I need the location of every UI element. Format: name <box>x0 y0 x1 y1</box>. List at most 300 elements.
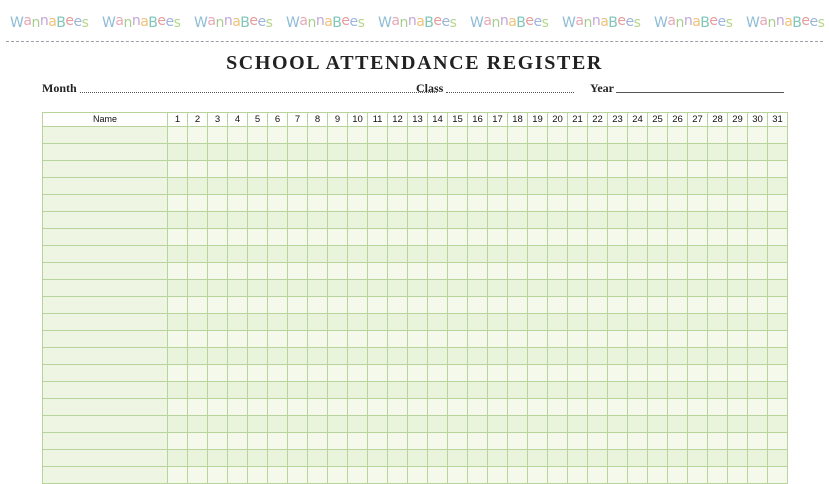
attendance-cell[interactable] <box>768 212 788 229</box>
attendance-cell[interactable] <box>728 178 748 195</box>
attendance-cell[interactable] <box>168 467 188 484</box>
attendance-cell[interactable] <box>408 348 428 365</box>
attendance-cell[interactable] <box>708 263 728 280</box>
attendance-cell[interactable] <box>548 280 568 297</box>
attendance-cell[interactable] <box>508 263 528 280</box>
attendance-cell[interactable] <box>408 399 428 416</box>
attendance-cell[interactable] <box>668 178 688 195</box>
attendance-cell[interactable] <box>468 314 488 331</box>
attendance-cell[interactable] <box>348 382 368 399</box>
attendance-cell[interactable] <box>268 314 288 331</box>
attendance-cell[interactable] <box>408 365 428 382</box>
attendance-cell[interactable] <box>448 263 468 280</box>
attendance-cell[interactable] <box>608 246 628 263</box>
attendance-cell[interactable] <box>308 331 328 348</box>
attendance-cell[interactable] <box>428 280 448 297</box>
attendance-cell[interactable] <box>508 280 528 297</box>
attendance-cell[interactable] <box>628 144 648 161</box>
attendance-cell[interactable] <box>308 127 328 144</box>
attendance-cell[interactable] <box>588 416 608 433</box>
attendance-cell[interactable] <box>748 127 768 144</box>
attendance-cell[interactable] <box>568 127 588 144</box>
attendance-cell[interactable] <box>648 365 668 382</box>
attendance-cell[interactable] <box>228 161 248 178</box>
attendance-cell[interactable] <box>428 314 448 331</box>
attendance-cell[interactable] <box>768 416 788 433</box>
attendance-cell[interactable] <box>328 161 348 178</box>
attendance-cell[interactable] <box>688 450 708 467</box>
attendance-cell[interactable] <box>288 450 308 467</box>
attendance-cell[interactable] <box>548 365 568 382</box>
attendance-cell[interactable] <box>488 467 508 484</box>
attendance-cell[interactable] <box>528 331 548 348</box>
attendance-cell[interactable] <box>308 246 328 263</box>
attendance-cell[interactable] <box>608 212 628 229</box>
attendance-cell[interactable] <box>628 229 648 246</box>
attendance-cell[interactable] <box>408 263 428 280</box>
attendance-cell[interactable] <box>388 229 408 246</box>
attendance-cell[interactable] <box>508 195 528 212</box>
attendance-cell[interactable] <box>328 382 348 399</box>
attendance-cell[interactable] <box>608 229 628 246</box>
attendance-cell[interactable] <box>748 280 768 297</box>
attendance-cell[interactable] <box>748 297 768 314</box>
attendance-cell[interactable] <box>168 365 188 382</box>
attendance-cell[interactable] <box>208 348 228 365</box>
attendance-cell[interactable] <box>548 467 568 484</box>
attendance-cell[interactable] <box>688 314 708 331</box>
attendance-cell[interactable] <box>508 127 528 144</box>
attendance-cell[interactable] <box>708 450 728 467</box>
attendance-cell[interactable] <box>488 246 508 263</box>
attendance-cell[interactable] <box>628 178 648 195</box>
attendance-cell[interactable] <box>368 280 388 297</box>
attendance-cell[interactable] <box>308 280 328 297</box>
attendance-cell[interactable] <box>268 127 288 144</box>
attendance-cell[interactable] <box>648 450 668 467</box>
attendance-cell[interactable] <box>628 127 648 144</box>
attendance-cell[interactable] <box>728 246 748 263</box>
attendance-cell[interactable] <box>268 161 288 178</box>
attendance-cell[interactable] <box>588 399 608 416</box>
attendance-cell[interactable] <box>668 263 688 280</box>
attendance-cell[interactable] <box>668 280 688 297</box>
attendance-cell[interactable] <box>648 229 668 246</box>
attendance-cell[interactable] <box>688 365 708 382</box>
attendance-cell[interactable] <box>228 297 248 314</box>
attendance-cell[interactable] <box>188 161 208 178</box>
attendance-cell[interactable] <box>708 280 728 297</box>
attendance-cell[interactable] <box>268 365 288 382</box>
attendance-cell[interactable] <box>608 314 628 331</box>
attendance-cell[interactable] <box>608 161 628 178</box>
attendance-cell[interactable] <box>488 161 508 178</box>
attendance-cell[interactable] <box>208 416 228 433</box>
attendance-cell[interactable] <box>248 365 268 382</box>
attendance-cell[interactable] <box>728 467 748 484</box>
attendance-cell[interactable] <box>608 263 628 280</box>
attendance-cell[interactable] <box>328 331 348 348</box>
attendance-cell[interactable] <box>528 450 548 467</box>
attendance-cell[interactable] <box>428 382 448 399</box>
attendance-cell[interactable] <box>468 365 488 382</box>
attendance-cell[interactable] <box>588 263 608 280</box>
attendance-cell[interactable] <box>448 195 468 212</box>
attendance-cell[interactable] <box>228 127 248 144</box>
attendance-cell[interactable] <box>648 416 668 433</box>
attendance-cell[interactable] <box>608 297 628 314</box>
attendance-cell[interactable] <box>528 314 548 331</box>
attendance-cell[interactable] <box>648 467 668 484</box>
attendance-cell[interactable] <box>548 144 568 161</box>
attendance-cell[interactable] <box>628 161 648 178</box>
student-name-cell[interactable] <box>43 280 168 297</box>
attendance-cell[interactable] <box>508 178 528 195</box>
attendance-cell[interactable] <box>228 382 248 399</box>
attendance-cell[interactable] <box>228 365 248 382</box>
attendance-cell[interactable] <box>188 450 208 467</box>
attendance-cell[interactable] <box>488 178 508 195</box>
attendance-cell[interactable] <box>388 280 408 297</box>
attendance-cell[interactable] <box>668 433 688 450</box>
attendance-cell[interactable] <box>168 246 188 263</box>
attendance-cell[interactable] <box>268 467 288 484</box>
attendance-cell[interactable] <box>508 144 528 161</box>
attendance-cell[interactable] <box>388 382 408 399</box>
attendance-cell[interactable] <box>768 229 788 246</box>
student-name-cell[interactable] <box>43 416 168 433</box>
student-name-cell[interactable] <box>43 467 168 484</box>
attendance-cell[interactable] <box>608 178 628 195</box>
attendance-cell[interactable] <box>328 127 348 144</box>
attendance-cell[interactable] <box>228 229 248 246</box>
attendance-cell[interactable] <box>688 280 708 297</box>
attendance-cell[interactable] <box>708 297 728 314</box>
student-name-cell[interactable] <box>43 365 168 382</box>
attendance-cell[interactable] <box>508 212 528 229</box>
attendance-cell[interactable] <box>768 246 788 263</box>
attendance-cell[interactable] <box>628 331 648 348</box>
attendance-cell[interactable] <box>568 246 588 263</box>
attendance-cell[interactable] <box>528 399 548 416</box>
attendance-cell[interactable] <box>688 467 708 484</box>
student-name-cell[interactable] <box>43 297 168 314</box>
attendance-cell[interactable] <box>188 127 208 144</box>
attendance-cell[interactable] <box>328 195 348 212</box>
attendance-cell[interactable] <box>228 399 248 416</box>
attendance-cell[interactable] <box>708 348 728 365</box>
attendance-cell[interactable] <box>468 161 488 178</box>
attendance-cell[interactable] <box>468 297 488 314</box>
attendance-cell[interactable] <box>368 450 388 467</box>
attendance-cell[interactable] <box>168 433 188 450</box>
attendance-cell[interactable] <box>208 314 228 331</box>
attendance-cell[interactable] <box>468 144 488 161</box>
attendance-cell[interactable] <box>508 297 528 314</box>
attendance-cell[interactable] <box>608 433 628 450</box>
attendance-cell[interactable] <box>728 263 748 280</box>
attendance-cell[interactable] <box>368 331 388 348</box>
attendance-cell[interactable] <box>288 246 308 263</box>
attendance-cell[interactable] <box>168 297 188 314</box>
attendance-cell[interactable] <box>188 297 208 314</box>
attendance-cell[interactable] <box>708 195 728 212</box>
attendance-cell[interactable] <box>248 314 268 331</box>
attendance-cell[interactable] <box>468 416 488 433</box>
attendance-cell[interactable] <box>348 246 368 263</box>
attendance-cell[interactable] <box>248 348 268 365</box>
attendance-cell[interactable] <box>328 212 348 229</box>
attendance-cell[interactable] <box>368 382 388 399</box>
attendance-cell[interactable] <box>708 246 728 263</box>
attendance-cell[interactable] <box>748 348 768 365</box>
attendance-cell[interactable] <box>428 348 448 365</box>
attendance-cell[interactable] <box>468 195 488 212</box>
attendance-cell[interactable] <box>168 178 188 195</box>
attendance-cell[interactable] <box>768 297 788 314</box>
attendance-cell[interactable] <box>488 314 508 331</box>
attendance-cell[interactable] <box>468 382 488 399</box>
attendance-cell[interactable] <box>688 399 708 416</box>
attendance-cell[interactable] <box>388 433 408 450</box>
attendance-cell[interactable] <box>668 195 688 212</box>
attendance-cell[interactable] <box>508 365 528 382</box>
attendance-cell[interactable] <box>768 331 788 348</box>
attendance-cell[interactable] <box>648 178 668 195</box>
attendance-cell[interactable] <box>688 144 708 161</box>
attendance-cell[interactable] <box>628 212 648 229</box>
attendance-cell[interactable] <box>728 331 748 348</box>
attendance-cell[interactable] <box>448 246 468 263</box>
attendance-cell[interactable] <box>248 450 268 467</box>
attendance-cell[interactable] <box>308 433 328 450</box>
attendance-cell[interactable] <box>728 365 748 382</box>
attendance-cell[interactable] <box>308 399 328 416</box>
attendance-cell[interactable] <box>208 297 228 314</box>
attendance-cell[interactable] <box>448 416 468 433</box>
attendance-cell[interactable] <box>448 144 468 161</box>
student-name-cell[interactable] <box>43 212 168 229</box>
attendance-cell[interactable] <box>408 416 428 433</box>
attendance-cell[interactable] <box>368 314 388 331</box>
attendance-cell[interactable] <box>208 382 228 399</box>
attendance-cell[interactable] <box>268 229 288 246</box>
attendance-cell[interactable] <box>248 416 268 433</box>
attendance-cell[interactable] <box>208 178 228 195</box>
attendance-cell[interactable] <box>728 297 748 314</box>
attendance-cell[interactable] <box>188 212 208 229</box>
attendance-cell[interactable] <box>568 229 588 246</box>
attendance-cell[interactable] <box>568 348 588 365</box>
attendance-cell[interactable] <box>348 467 368 484</box>
attendance-cell[interactable] <box>728 161 748 178</box>
attendance-cell[interactable] <box>328 263 348 280</box>
attendance-cell[interactable] <box>648 399 668 416</box>
attendance-cell[interactable] <box>628 433 648 450</box>
attendance-cell[interactable] <box>428 331 448 348</box>
attendance-cell[interactable] <box>728 314 748 331</box>
attendance-cell[interactable] <box>468 263 488 280</box>
attendance-cell[interactable] <box>188 144 208 161</box>
attendance-cell[interactable] <box>328 365 348 382</box>
attendance-cell[interactable] <box>228 433 248 450</box>
attendance-cell[interactable] <box>568 467 588 484</box>
attendance-cell[interactable] <box>628 314 648 331</box>
attendance-cell[interactable] <box>408 280 428 297</box>
attendance-cell[interactable] <box>508 416 528 433</box>
attendance-cell[interactable] <box>368 161 388 178</box>
attendance-cell[interactable] <box>488 280 508 297</box>
attendance-cell[interactable] <box>288 416 308 433</box>
attendance-cell[interactable] <box>308 263 328 280</box>
attendance-cell[interactable] <box>428 467 448 484</box>
attendance-cell[interactable] <box>608 399 628 416</box>
attendance-cell[interactable] <box>428 127 448 144</box>
attendance-cell[interactable] <box>588 195 608 212</box>
attendance-cell[interactable] <box>568 280 588 297</box>
attendance-cell[interactable] <box>708 161 728 178</box>
attendance-cell[interactable] <box>348 450 368 467</box>
attendance-cell[interactable] <box>268 416 288 433</box>
attendance-cell[interactable] <box>548 348 568 365</box>
attendance-cell[interactable] <box>568 161 588 178</box>
attendance-cell[interactable] <box>688 161 708 178</box>
attendance-cell[interactable] <box>748 314 768 331</box>
attendance-cell[interactable] <box>628 195 648 212</box>
attendance-cell[interactable] <box>648 195 668 212</box>
attendance-cell[interactable] <box>748 365 768 382</box>
attendance-cell[interactable] <box>508 348 528 365</box>
attendance-cell[interactable] <box>208 331 228 348</box>
student-name-cell[interactable] <box>43 263 168 280</box>
attendance-cell[interactable] <box>648 280 668 297</box>
student-name-cell[interactable] <box>43 127 168 144</box>
attendance-cell[interactable] <box>628 348 648 365</box>
attendance-cell[interactable] <box>528 348 548 365</box>
attendance-cell[interactable] <box>468 280 488 297</box>
attendance-cell[interactable] <box>688 246 708 263</box>
attendance-cell[interactable] <box>668 127 688 144</box>
attendance-cell[interactable] <box>688 195 708 212</box>
attendance-cell[interactable] <box>488 399 508 416</box>
attendance-cell[interactable] <box>428 365 448 382</box>
attendance-cell[interactable] <box>748 161 768 178</box>
attendance-cell[interactable] <box>588 450 608 467</box>
attendance-cell[interactable] <box>688 127 708 144</box>
attendance-cell[interactable] <box>288 399 308 416</box>
attendance-cell[interactable] <box>248 297 268 314</box>
attendance-cell[interactable] <box>568 263 588 280</box>
attendance-cell[interactable] <box>248 127 268 144</box>
attendance-cell[interactable] <box>588 280 608 297</box>
attendance-cell[interactable] <box>428 144 448 161</box>
attendance-cell[interactable] <box>488 127 508 144</box>
attendance-cell[interactable] <box>768 467 788 484</box>
attendance-cell[interactable] <box>408 178 428 195</box>
attendance-cell[interactable] <box>628 246 648 263</box>
attendance-cell[interactable] <box>508 467 528 484</box>
attendance-cell[interactable] <box>228 178 248 195</box>
attendance-cell[interactable] <box>728 127 748 144</box>
attendance-cell[interactable] <box>528 144 548 161</box>
attendance-cell[interactable] <box>168 416 188 433</box>
attendance-cell[interactable] <box>588 467 608 484</box>
attendance-cell[interactable] <box>588 178 608 195</box>
attendance-cell[interactable] <box>468 450 488 467</box>
attendance-cell[interactable] <box>448 399 468 416</box>
attendance-cell[interactable] <box>208 365 228 382</box>
attendance-cell[interactable] <box>648 263 668 280</box>
attendance-cell[interactable] <box>568 314 588 331</box>
attendance-cell[interactable] <box>208 246 228 263</box>
attendance-cell[interactable] <box>368 127 388 144</box>
attendance-cell[interactable] <box>648 331 668 348</box>
attendance-cell[interactable] <box>528 246 548 263</box>
attendance-cell[interactable] <box>428 297 448 314</box>
attendance-cell[interactable] <box>168 161 188 178</box>
attendance-cell[interactable] <box>748 229 768 246</box>
attendance-cell[interactable] <box>168 127 188 144</box>
attendance-cell[interactable] <box>508 399 528 416</box>
attendance-cell[interactable] <box>588 229 608 246</box>
attendance-cell[interactable] <box>648 314 668 331</box>
attendance-cell[interactable] <box>708 314 728 331</box>
attendance-cell[interactable] <box>348 161 368 178</box>
attendance-cell[interactable] <box>768 161 788 178</box>
attendance-cell[interactable] <box>728 229 748 246</box>
attendance-cell[interactable] <box>748 195 768 212</box>
attendance-cell[interactable] <box>668 348 688 365</box>
attendance-cell[interactable] <box>308 416 328 433</box>
student-name-cell[interactable] <box>43 314 168 331</box>
attendance-cell[interactable] <box>508 161 528 178</box>
attendance-cell[interactable] <box>228 467 248 484</box>
attendance-cell[interactable] <box>668 314 688 331</box>
attendance-cell[interactable] <box>408 144 428 161</box>
class-input-line[interactable] <box>446 92 574 93</box>
attendance-cell[interactable] <box>668 399 688 416</box>
attendance-cell[interactable] <box>688 297 708 314</box>
attendance-cell[interactable] <box>388 450 408 467</box>
attendance-cell[interactable] <box>288 144 308 161</box>
attendance-cell[interactable] <box>508 314 528 331</box>
attendance-cell[interactable] <box>528 178 548 195</box>
attendance-cell[interactable] <box>588 365 608 382</box>
student-name-cell[interactable] <box>43 178 168 195</box>
attendance-cell[interactable] <box>268 450 288 467</box>
attendance-cell[interactable] <box>568 399 588 416</box>
attendance-cell[interactable] <box>468 212 488 229</box>
attendance-cell[interactable] <box>208 229 228 246</box>
attendance-cell[interactable] <box>548 127 568 144</box>
attendance-cell[interactable] <box>448 229 468 246</box>
attendance-cell[interactable] <box>388 467 408 484</box>
attendance-cell[interactable] <box>768 263 788 280</box>
attendance-cell[interactable] <box>348 144 368 161</box>
attendance-cell[interactable] <box>708 382 728 399</box>
attendance-cell[interactable] <box>248 144 268 161</box>
attendance-cell[interactable] <box>188 433 208 450</box>
attendance-cell[interactable] <box>548 229 568 246</box>
attendance-cell[interactable] <box>428 433 448 450</box>
attendance-cell[interactable] <box>348 297 368 314</box>
attendance-cell[interactable] <box>768 280 788 297</box>
attendance-cell[interactable] <box>588 144 608 161</box>
attendance-cell[interactable] <box>708 144 728 161</box>
attendance-cell[interactable] <box>388 246 408 263</box>
attendance-cell[interactable] <box>268 178 288 195</box>
attendance-cell[interactable] <box>668 467 688 484</box>
